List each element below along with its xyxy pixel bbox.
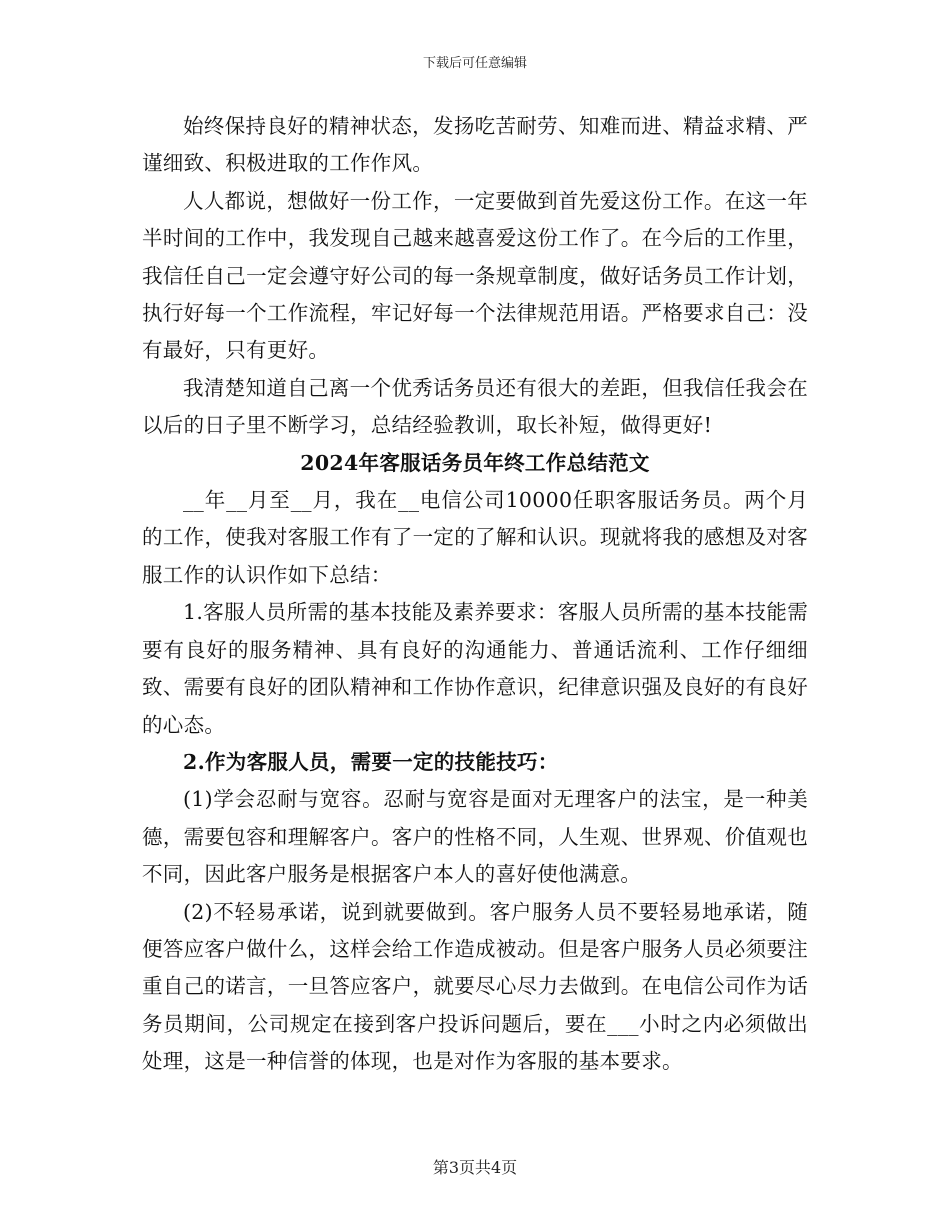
paragraph: 我清楚知道自己离一个优秀话务员还有很大的差距，但我信任我会在以后的日子里不断学习，总结经验教训，取长补短，做得更好!	[142, 375, 808, 438]
paragraph: 人人都说，想做好一份工作，一定要做到首先爱这份工作。在这一年半时间的工作中，我发现自己越来越喜爱这份工作了。在今后的工作里，我信任自己一定会遵守好公司的每一条规章制度，做好话务员工作计划，执行好每一个工作流程，牢记好每一个法律规范用语。严格要求自己：没有最好，只有更好。	[142, 188, 808, 363]
paragraph: __年__月至__月，我在__电信公司10000任职客服话务员。两个月的工作，使我对客服工作有了一定的了解和认识。现就将我的感想及对客服工作的认识作如下总结：	[142, 488, 808, 587]
paragraph: (2)不轻易承诺，说到就要做到。客户服务人员不要轻易地承诺，随便答应客户做什么，这样会给工作造成被动。但是客户服务人员必须要注重自己的诺言，一旦答应客户，就要尽心尽力去做到。在电信公司作为话务员期间，公司规定在接到客户投诉问题后，要在___小时之内必须做出处理，这是一种信誉的体现，也是对作为客服的基本要求。	[142, 899, 808, 1074]
document-body	[142, 108, 808, 1081]
paragraph: 1.客服人员所需的基本技能及素养要求：客服人员所需的基本技能需要有良好的服务精神、具有良好的沟通能力、普通话流利、工作仔细细致、需要有良好的团队精神和工作协作意识，纪律意识强及良好的有良好的心态。	[142, 600, 808, 737]
subheading: 2.作为客服人员，需要一定的技能技巧：	[183, 749, 559, 774]
page-header: 下载后可任意编辑	[422, 56, 527, 71]
paragraph: (1)学会忍耐与宽容。忍耐与宽容是面对无理客户的法宝，是一种美德，需要包容和理解客户。客户的性格不同，人生观、世界观、价值观也不同，因此客户服务是根据客户本人的喜好使他满意。	[142, 787, 808, 887]
page-footer: 第3页共4页	[432, 1158, 518, 1177]
paragraph: 始终保持良好的精神状态，发扬吃苦耐劳、知难而进、精益求精、严谨细致、积极进取的工作作风。	[142, 114, 808, 176]
section-title: 2024年客服话务员年终工作总结范文	[300, 450, 650, 475]
